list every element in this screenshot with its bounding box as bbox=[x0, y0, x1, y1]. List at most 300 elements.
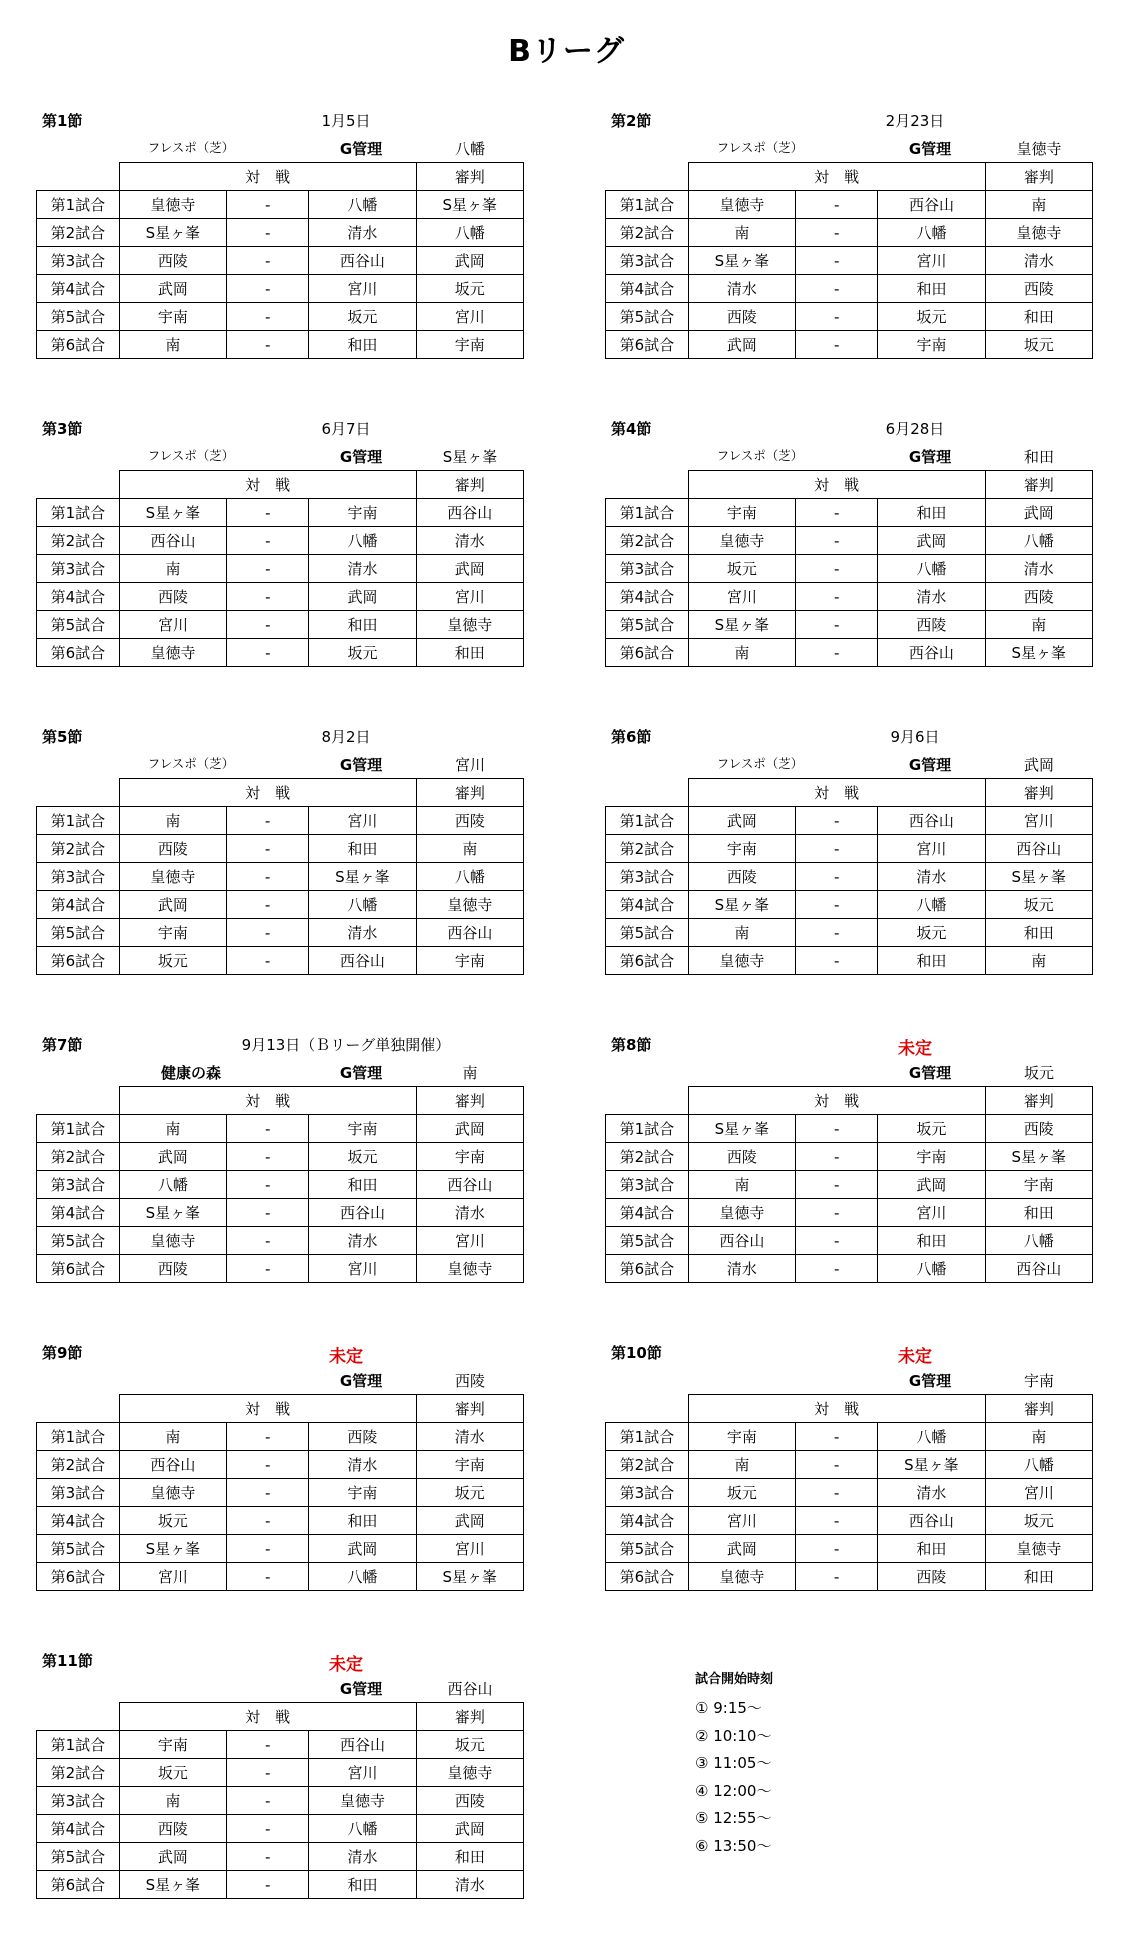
matchup-header: 対 戦 bbox=[119, 1395, 416, 1423]
venue-label: フレスポ（芝） bbox=[147, 756, 235, 771]
referee-team: 宮川 bbox=[416, 303, 523, 331]
round-label: 第4節 bbox=[611, 420, 652, 438]
referee-team: 宮川 bbox=[416, 583, 523, 611]
venue-label: 健康の森 bbox=[160, 1064, 221, 1082]
vs-dash: - bbox=[227, 1479, 309, 1507]
table-header-row bbox=[606, 1395, 1093, 1423]
vs-dash: - bbox=[227, 639, 309, 667]
referee-team: 清水 bbox=[416, 527, 523, 555]
game-number: 第4試合 bbox=[606, 275, 689, 303]
game-number: 第4試合 bbox=[37, 1815, 120, 1843]
home-team: 八幡 bbox=[119, 1171, 226, 1199]
match-table bbox=[36, 470, 524, 667]
table-row bbox=[606, 1115, 1093, 1143]
away-team: 武岡 bbox=[309, 1535, 416, 1563]
round-block bbox=[605, 716, 1093, 996]
away-team: 和田 bbox=[878, 947, 985, 975]
away-team: 八幡 bbox=[878, 1255, 985, 1283]
referee-team: 坂元 bbox=[416, 1731, 523, 1759]
referee-team: 皇徳寺 bbox=[416, 1759, 523, 1787]
round-date: 未定 bbox=[898, 1039, 932, 1059]
round-label: 第2節 bbox=[611, 112, 652, 130]
table-row bbox=[606, 191, 1093, 219]
game-number: 第1試合 bbox=[606, 1423, 689, 1451]
round-date: 6月28日 bbox=[885, 420, 945, 438]
game-number: 第5試合 bbox=[37, 1227, 120, 1255]
table-row bbox=[37, 1143, 524, 1171]
away-team: 坂元 bbox=[309, 303, 416, 331]
referee-team: 西谷山 bbox=[416, 1171, 523, 1199]
manager-label: G管理 bbox=[339, 1372, 383, 1390]
vs-dash: - bbox=[796, 499, 878, 527]
home-team: S星ヶ峯 bbox=[119, 1871, 226, 1899]
home-team: 南 bbox=[119, 1787, 226, 1815]
match-table bbox=[605, 470, 1093, 667]
table-row bbox=[37, 835, 524, 863]
away-team: 西谷山 bbox=[309, 947, 416, 975]
home-team: 南 bbox=[119, 1115, 226, 1143]
vs-dash: - bbox=[227, 835, 309, 863]
referee-team: 八幡 bbox=[985, 1227, 1092, 1255]
referee-team: 皇徳寺 bbox=[985, 1535, 1092, 1563]
manager-team: 坂元 bbox=[1023, 1064, 1054, 1082]
round-block bbox=[36, 1332, 524, 1612]
table-row bbox=[606, 303, 1093, 331]
game-number: 第2試合 bbox=[606, 527, 689, 555]
round-label: 第5節 bbox=[42, 728, 83, 746]
round-block bbox=[605, 1332, 1093, 1612]
table-row bbox=[606, 1143, 1093, 1171]
header-blank-cell bbox=[606, 471, 689, 499]
game-number: 第6試合 bbox=[606, 639, 689, 667]
manager-label: G管理 bbox=[908, 756, 952, 774]
table-row bbox=[37, 1563, 524, 1591]
away-team: 和田 bbox=[309, 331, 416, 359]
schedule-slot: ④ 12:00～ bbox=[695, 1781, 772, 1800]
schedule-slot: ③ 11:05～ bbox=[695, 1754, 772, 1772]
matchup-header: 対 戦 bbox=[119, 471, 416, 499]
home-team: 坂元 bbox=[688, 1479, 795, 1507]
referee-team: S星ヶ峯 bbox=[985, 1143, 1092, 1171]
match-table bbox=[36, 778, 524, 975]
referee-header: 審判 bbox=[416, 471, 523, 499]
referee-team: 皇徳寺 bbox=[416, 891, 523, 919]
vs-dash: - bbox=[227, 583, 309, 611]
home-team: 西陵 bbox=[119, 583, 226, 611]
matchup-header: 対 戦 bbox=[688, 1087, 985, 1115]
vs-dash: - bbox=[227, 1451, 309, 1479]
match-table bbox=[36, 1394, 524, 1591]
away-team: 八幡 bbox=[309, 191, 416, 219]
referee-team: 西谷山 bbox=[985, 1255, 1092, 1283]
manager-team: 八幡 bbox=[454, 140, 485, 158]
referee-team: 西陵 bbox=[985, 275, 1092, 303]
referee-header: 審判 bbox=[985, 471, 1092, 499]
home-team: 南 bbox=[688, 1451, 795, 1479]
referee-team: 宇南 bbox=[416, 947, 523, 975]
referee-header: 審判 bbox=[416, 1703, 523, 1731]
header-blank-cell bbox=[37, 163, 120, 191]
table-row bbox=[606, 639, 1093, 667]
away-team: 八幡 bbox=[309, 1563, 416, 1591]
manager-label: G管理 bbox=[339, 756, 383, 774]
away-team: 西陵 bbox=[878, 1563, 985, 1591]
referee-team: 和田 bbox=[985, 919, 1092, 947]
home-team: 西陵 bbox=[119, 835, 226, 863]
away-team: 宇南 bbox=[309, 1115, 416, 1143]
table-row bbox=[606, 499, 1093, 527]
round-date: 未定 bbox=[898, 1347, 932, 1367]
table-row bbox=[606, 611, 1093, 639]
table-row bbox=[606, 919, 1093, 947]
header-blank-cell bbox=[37, 471, 120, 499]
away-team: 清水 bbox=[309, 219, 416, 247]
table-row bbox=[37, 1199, 524, 1227]
referee-team: 和田 bbox=[416, 639, 523, 667]
home-team: 皇徳寺 bbox=[119, 191, 226, 219]
home-team: 南 bbox=[119, 331, 226, 359]
match-table bbox=[605, 162, 1093, 359]
game-number: 第4試合 bbox=[37, 891, 120, 919]
referee-team: 坂元 bbox=[416, 1479, 523, 1507]
away-team: 宮川 bbox=[309, 1759, 416, 1787]
table-row bbox=[37, 1843, 524, 1871]
table-header-row bbox=[606, 1087, 1093, 1115]
vs-dash: - bbox=[796, 947, 878, 975]
table-row bbox=[37, 1255, 524, 1283]
referee-team: S星ヶ峯 bbox=[985, 863, 1092, 891]
referee-team: 宇南 bbox=[416, 1451, 523, 1479]
vs-dash: - bbox=[796, 919, 878, 947]
away-team: 宇南 bbox=[878, 1143, 985, 1171]
header-blank-cell bbox=[606, 1087, 689, 1115]
vs-dash: - bbox=[227, 247, 309, 275]
table-row bbox=[606, 835, 1093, 863]
away-team: 西谷山 bbox=[878, 807, 985, 835]
vs-dash: - bbox=[796, 219, 878, 247]
away-team: 西陵 bbox=[878, 611, 985, 639]
home-team: 西陵 bbox=[688, 303, 795, 331]
referee-header: 審判 bbox=[416, 163, 523, 191]
game-number: 第3試合 bbox=[37, 1171, 120, 1199]
away-team: 和田 bbox=[309, 1871, 416, 1899]
home-team: 皇徳寺 bbox=[688, 947, 795, 975]
game-number: 第2試合 bbox=[606, 835, 689, 863]
away-team: S星ヶ峯 bbox=[878, 1451, 985, 1479]
away-team: 西谷山 bbox=[878, 191, 985, 219]
match-table bbox=[605, 1086, 1093, 1283]
game-number: 第6試合 bbox=[37, 947, 120, 975]
home-team: 坂元 bbox=[119, 947, 226, 975]
home-team: 宮川 bbox=[119, 611, 226, 639]
vs-dash: - bbox=[227, 1255, 309, 1283]
table-row bbox=[37, 1423, 524, 1451]
vs-dash: - bbox=[227, 499, 309, 527]
vs-dash: - bbox=[227, 1115, 309, 1143]
home-team: 坂元 bbox=[119, 1507, 226, 1535]
away-team: 武岡 bbox=[309, 583, 416, 611]
manager-team: 宇南 bbox=[1023, 1372, 1054, 1390]
game-number: 第6試合 bbox=[37, 331, 120, 359]
vs-dash: - bbox=[227, 1815, 309, 1843]
away-team: 清水 bbox=[309, 1227, 416, 1255]
vs-dash: - bbox=[796, 863, 878, 891]
match-table bbox=[36, 162, 524, 359]
header-blank-cell bbox=[606, 163, 689, 191]
away-team: 武岡 bbox=[878, 527, 985, 555]
vs-dash: - bbox=[227, 191, 309, 219]
table-row bbox=[37, 303, 524, 331]
away-team: 宮川 bbox=[309, 807, 416, 835]
vs-dash: - bbox=[796, 1507, 878, 1535]
table-row bbox=[37, 1451, 524, 1479]
referee-team: 西陵 bbox=[416, 1787, 523, 1815]
table-row bbox=[606, 891, 1093, 919]
table-header-row bbox=[606, 779, 1093, 807]
game-number: 第4試合 bbox=[37, 1199, 120, 1227]
referee-team: 宇南 bbox=[985, 1171, 1092, 1199]
vs-dash: - bbox=[227, 303, 309, 331]
home-team: 西陵 bbox=[688, 863, 795, 891]
vs-dash: - bbox=[796, 1535, 878, 1563]
referee-header: 審判 bbox=[416, 1087, 523, 1115]
vs-dash: - bbox=[796, 191, 878, 219]
vs-dash: - bbox=[796, 247, 878, 275]
game-number: 第6試合 bbox=[37, 639, 120, 667]
game-number: 第6試合 bbox=[606, 1563, 689, 1591]
referee-team: 南 bbox=[985, 947, 1092, 975]
referee-team: 八幡 bbox=[416, 219, 523, 247]
table-row bbox=[37, 275, 524, 303]
away-team: 宮川 bbox=[309, 1255, 416, 1283]
game-number: 第2試合 bbox=[606, 1143, 689, 1171]
header-blank-cell bbox=[37, 1395, 120, 1423]
referee-team: 西谷山 bbox=[985, 835, 1092, 863]
home-team: 宇南 bbox=[688, 499, 795, 527]
game-number: 第2試合 bbox=[606, 1451, 689, 1479]
game-number: 第5試合 bbox=[37, 1843, 120, 1871]
table-row bbox=[37, 1507, 524, 1535]
round-label: 第8節 bbox=[611, 1036, 652, 1054]
round-label: 第10節 bbox=[611, 1344, 662, 1362]
home-team: 皇徳寺 bbox=[688, 1199, 795, 1227]
venue-label: フレスポ（芝） bbox=[716, 448, 804, 463]
manager-team: 武岡 bbox=[1023, 756, 1054, 774]
referee-team: 南 bbox=[416, 835, 523, 863]
home-team: 南 bbox=[119, 1423, 226, 1451]
round-date: 9月6日 bbox=[890, 728, 940, 746]
referee-team: 八幡 bbox=[985, 1451, 1092, 1479]
game-number: 第5試合 bbox=[606, 611, 689, 639]
vs-dash: - bbox=[227, 555, 309, 583]
table-row bbox=[37, 807, 524, 835]
manager-team: 和田 bbox=[1023, 448, 1054, 466]
round-date: 1月5日 bbox=[321, 112, 371, 130]
away-team: 西谷山 bbox=[309, 1731, 416, 1759]
home-team: 宇南 bbox=[688, 835, 795, 863]
away-team: 和田 bbox=[878, 1227, 985, 1255]
game-number: 第6試合 bbox=[37, 1563, 120, 1591]
round-label: 第9節 bbox=[42, 1344, 83, 1362]
round-block bbox=[36, 100, 524, 380]
referee-team: 和田 bbox=[985, 1199, 1092, 1227]
manager-team: 宮川 bbox=[454, 756, 485, 774]
table-header-row bbox=[37, 163, 524, 191]
table-row bbox=[37, 863, 524, 891]
vs-dash: - bbox=[227, 1227, 309, 1255]
referee-team: 清水 bbox=[416, 1199, 523, 1227]
home-team: 西谷山 bbox=[119, 1451, 226, 1479]
table-row bbox=[606, 219, 1093, 247]
table-header-row bbox=[37, 471, 524, 499]
table-header-row bbox=[37, 1395, 524, 1423]
referee-team: 南 bbox=[985, 1423, 1092, 1451]
away-team: 宇南 bbox=[309, 1479, 416, 1507]
away-team: 八幡 bbox=[309, 1815, 416, 1843]
away-team: 八幡 bbox=[878, 1423, 985, 1451]
home-team: 西陵 bbox=[119, 1255, 226, 1283]
vs-dash: - bbox=[227, 1199, 309, 1227]
vs-dash: - bbox=[796, 583, 878, 611]
home-team: 南 bbox=[119, 555, 226, 583]
referee-team: 宮川 bbox=[985, 1479, 1092, 1507]
vs-dash: - bbox=[227, 1171, 309, 1199]
game-number: 第3試合 bbox=[37, 863, 120, 891]
referee-team: 宇南 bbox=[416, 1143, 523, 1171]
round-date: 9月13日（Ｂリーグ単独開催） bbox=[241, 1036, 451, 1054]
referee-team: S星ヶ峯 bbox=[416, 191, 523, 219]
away-team: 八幡 bbox=[878, 219, 985, 247]
home-team: 宮川 bbox=[688, 583, 795, 611]
home-team: 武岡 bbox=[688, 331, 795, 359]
game-number: 第4試合 bbox=[37, 275, 120, 303]
round-label: 第11節 bbox=[42, 1652, 93, 1670]
away-team: 八幡 bbox=[878, 891, 985, 919]
away-team: 坂元 bbox=[878, 1115, 985, 1143]
referee-team: 武岡 bbox=[416, 247, 523, 275]
away-team: 和田 bbox=[878, 499, 985, 527]
manager-label: G管理 bbox=[908, 140, 952, 158]
game-number: 第4試合 bbox=[606, 891, 689, 919]
vs-dash: - bbox=[227, 1759, 309, 1787]
round-date: 2月23日 bbox=[885, 112, 945, 130]
header-blank-cell bbox=[606, 779, 689, 807]
match-table bbox=[605, 1394, 1093, 1591]
table-row bbox=[37, 1171, 524, 1199]
manager-team: 皇徳寺 bbox=[1016, 140, 1062, 158]
home-team: 西陵 bbox=[688, 1143, 795, 1171]
game-number: 第6試合 bbox=[37, 1255, 120, 1283]
home-team: 西陵 bbox=[119, 1815, 226, 1843]
vs-dash: - bbox=[796, 1423, 878, 1451]
manager-label: G管理 bbox=[339, 448, 383, 466]
away-team: 八幡 bbox=[878, 555, 985, 583]
schedule-slot: ⑥ 13:50～ bbox=[695, 1836, 772, 1855]
table-row bbox=[37, 1787, 524, 1815]
home-team: S星ヶ峯 bbox=[688, 891, 795, 919]
table-row bbox=[606, 1199, 1093, 1227]
game-number: 第6試合 bbox=[37, 1871, 120, 1899]
round-block bbox=[605, 1024, 1093, 1304]
vs-dash: - bbox=[796, 1479, 878, 1507]
referee-team: 和田 bbox=[985, 303, 1092, 331]
start-time-schedule bbox=[695, 1668, 773, 1862]
home-team: 武岡 bbox=[119, 275, 226, 303]
manager-label: G管理 bbox=[339, 1064, 383, 1082]
away-team: 西谷山 bbox=[309, 247, 416, 275]
game-number: 第6試合 bbox=[606, 1255, 689, 1283]
away-team: 宇南 bbox=[878, 331, 985, 359]
game-number: 第5試合 bbox=[37, 611, 120, 639]
table-row bbox=[606, 1507, 1093, 1535]
vs-dash: - bbox=[227, 611, 309, 639]
game-number: 第1試合 bbox=[37, 499, 120, 527]
round-label: 第3節 bbox=[42, 420, 83, 438]
game-number: 第1試合 bbox=[606, 499, 689, 527]
table-row bbox=[37, 527, 524, 555]
referee-team: 皇徳寺 bbox=[985, 219, 1092, 247]
game-number: 第4試合 bbox=[37, 583, 120, 611]
matchup-header: 対 戦 bbox=[688, 779, 985, 807]
game-number: 第1試合 bbox=[606, 807, 689, 835]
away-team: S星ヶ峯 bbox=[309, 863, 416, 891]
referee-header: 審判 bbox=[985, 163, 1092, 191]
table-row bbox=[606, 947, 1093, 975]
game-number: 第5試合 bbox=[606, 919, 689, 947]
vs-dash: - bbox=[796, 1563, 878, 1591]
game-number: 第3試合 bbox=[606, 863, 689, 891]
match-table bbox=[605, 778, 1093, 975]
referee-header: 審判 bbox=[416, 1395, 523, 1423]
vs-dash: - bbox=[796, 303, 878, 331]
referee-team: 清水 bbox=[985, 555, 1092, 583]
vs-dash: - bbox=[227, 1843, 309, 1871]
home-team: 西谷山 bbox=[688, 1227, 795, 1255]
referee-team: 宮川 bbox=[416, 1535, 523, 1563]
game-number: 第2試合 bbox=[37, 219, 120, 247]
referee-team: 和田 bbox=[416, 1843, 523, 1871]
schedule-slot: ② 10:10～ bbox=[695, 1726, 772, 1745]
away-team: 宮川 bbox=[309, 275, 416, 303]
referee-team: 西陵 bbox=[985, 1115, 1092, 1143]
game-number: 第2試合 bbox=[606, 219, 689, 247]
away-team: 坂元 bbox=[309, 639, 416, 667]
home-team: S星ヶ峯 bbox=[119, 499, 226, 527]
vs-dash: - bbox=[227, 1143, 309, 1171]
vs-dash: - bbox=[227, 331, 309, 359]
vs-dash: - bbox=[227, 919, 309, 947]
game-number: 第3試合 bbox=[606, 555, 689, 583]
table-row bbox=[606, 1479, 1093, 1507]
page-title: Bリーグ bbox=[508, 34, 625, 69]
referee-team: S星ヶ峯 bbox=[985, 639, 1092, 667]
table-row bbox=[37, 219, 524, 247]
referee-team: 八幡 bbox=[985, 527, 1092, 555]
home-team: S星ヶ峯 bbox=[688, 1115, 795, 1143]
matchup-header: 対 戦 bbox=[688, 163, 985, 191]
referee-team: 武岡 bbox=[416, 1507, 523, 1535]
referee-team: 皇徳寺 bbox=[416, 1255, 523, 1283]
table-row bbox=[606, 1255, 1093, 1283]
away-team: 和田 bbox=[309, 1507, 416, 1535]
game-number: 第5試合 bbox=[606, 1535, 689, 1563]
vs-dash: - bbox=[796, 891, 878, 919]
schedule-slot: ① 9:15～ bbox=[695, 1699, 762, 1717]
round-block bbox=[36, 408, 524, 688]
vs-dash: - bbox=[796, 527, 878, 555]
home-team: 坂元 bbox=[688, 555, 795, 583]
table-row bbox=[37, 1115, 524, 1143]
